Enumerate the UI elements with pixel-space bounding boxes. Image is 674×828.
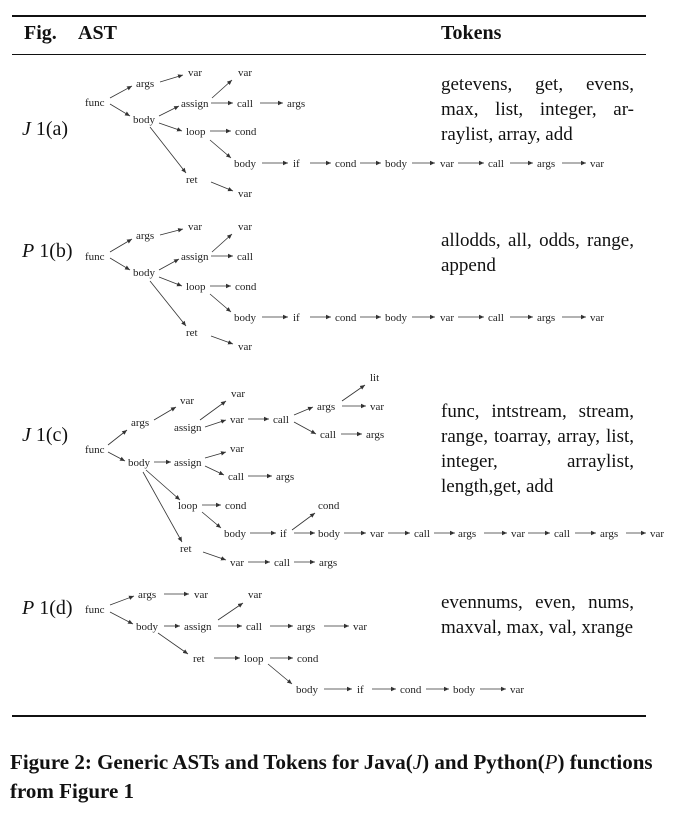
ast-j1c bbox=[85, 372, 664, 569]
node-args: args bbox=[136, 230, 155, 242]
node-args: args bbox=[287, 98, 306, 110]
node-var: var bbox=[440, 158, 455, 170]
edge bbox=[143, 472, 182, 542]
edge bbox=[110, 86, 132, 98]
node-args: args bbox=[366, 429, 385, 441]
node-cond: cond bbox=[235, 281, 257, 293]
node-var: var bbox=[370, 528, 385, 540]
edge bbox=[110, 596, 134, 605]
node-body: body bbox=[234, 312, 256, 324]
node-var: var bbox=[440, 312, 455, 324]
row-label-j1c: J 1(c) bbox=[22, 424, 69, 446]
node-body: body bbox=[234, 158, 256, 170]
node-loop: loop bbox=[186, 281, 206, 293]
node-var: var bbox=[353, 621, 368, 633]
node-var: var bbox=[180, 395, 195, 407]
node-var: var bbox=[248, 589, 263, 601]
edge bbox=[211, 336, 233, 344]
node-loop: loop bbox=[186, 126, 206, 138]
edge bbox=[200, 401, 226, 420]
node-cond: cond bbox=[335, 158, 357, 170]
node-var: var bbox=[188, 221, 203, 233]
node-args: args bbox=[276, 471, 295, 483]
node-func: func bbox=[85, 444, 105, 456]
node-body: body bbox=[385, 158, 407, 170]
node-var: var bbox=[188, 67, 203, 79]
node-var: var bbox=[230, 443, 245, 455]
tokens-j1a: getevens, get, evens, max, list, integer, ar- raylist, array, add bbox=[441, 74, 634, 145]
node-args: args bbox=[319, 557, 338, 569]
edge bbox=[292, 513, 315, 530]
node-ret: ret bbox=[193, 653, 205, 665]
edge bbox=[294, 407, 313, 415]
node-body: body bbox=[133, 267, 155, 279]
node-args: args bbox=[537, 158, 556, 170]
node-args: args bbox=[131, 417, 150, 429]
header-tokens: Tokens bbox=[441, 22, 502, 44]
node-body: body bbox=[385, 312, 407, 324]
node-func: func bbox=[85, 604, 105, 616]
node-call: call bbox=[488, 158, 504, 170]
edge bbox=[159, 259, 179, 270]
node-if: if bbox=[357, 684, 364, 696]
edge bbox=[110, 612, 133, 624]
edge bbox=[205, 420, 226, 427]
tokens-p1b: allodds, all, odds, range, append bbox=[441, 230, 634, 276]
node-cond: cond bbox=[235, 126, 257, 138]
edge bbox=[110, 239, 132, 252]
node-call: call bbox=[488, 312, 504, 324]
node-var: var bbox=[230, 557, 245, 569]
node-body: body bbox=[224, 528, 246, 540]
node-var: var bbox=[590, 158, 605, 170]
edge bbox=[160, 229, 183, 235]
header-fig: Fig. bbox=[24, 22, 57, 44]
node-var: var bbox=[230, 414, 245, 426]
node-call: call bbox=[320, 429, 336, 441]
ast-j1a bbox=[85, 67, 604, 200]
node-args: args bbox=[138, 589, 157, 601]
edge bbox=[211, 182, 233, 191]
edge bbox=[218, 603, 243, 620]
edge bbox=[146, 470, 180, 500]
node-call: call bbox=[554, 528, 570, 540]
edge bbox=[108, 452, 125, 461]
node-call: call bbox=[273, 414, 289, 426]
node-loop: loop bbox=[244, 653, 264, 665]
node-call: call bbox=[274, 557, 290, 569]
node-assign: assign bbox=[174, 422, 202, 434]
table-bottom-rule bbox=[12, 715, 646, 717]
node-var: var bbox=[238, 188, 253, 200]
node-cond: cond bbox=[297, 653, 319, 665]
edge bbox=[205, 452, 226, 458]
node-cond: cond bbox=[400, 684, 422, 696]
node-args: args bbox=[297, 621, 316, 633]
node-var: var bbox=[238, 341, 253, 353]
node-call: call bbox=[228, 471, 244, 483]
edge bbox=[342, 385, 365, 401]
node-call: call bbox=[414, 528, 430, 540]
edge bbox=[110, 258, 130, 270]
edge bbox=[210, 294, 231, 312]
edge bbox=[150, 127, 186, 173]
edge bbox=[159, 277, 182, 286]
node-args: args bbox=[458, 528, 477, 540]
header-ast: AST bbox=[78, 22, 117, 44]
edge bbox=[159, 106, 179, 116]
row-label-p1d: P 1(d) bbox=[22, 597, 73, 619]
node-cond: cond bbox=[318, 500, 340, 512]
node-var: var bbox=[650, 528, 665, 540]
node-var: var bbox=[194, 589, 209, 601]
node-assign: assign bbox=[174, 457, 202, 469]
node-args: args bbox=[136, 78, 155, 90]
edge bbox=[110, 104, 130, 116]
edge bbox=[154, 407, 176, 420]
edge bbox=[268, 664, 292, 684]
node-body: body bbox=[136, 621, 158, 633]
edge bbox=[212, 80, 232, 98]
ast-p1b bbox=[85, 221, 604, 353]
node-var: var bbox=[511, 528, 526, 540]
node-var: var bbox=[238, 67, 253, 79]
node-body: body bbox=[453, 684, 475, 696]
node-var: var bbox=[231, 388, 246, 400]
ast-p1d bbox=[85, 589, 524, 696]
node-body: body bbox=[318, 528, 340, 540]
edge bbox=[158, 633, 188, 654]
edge bbox=[159, 123, 182, 131]
node-call: call bbox=[246, 621, 262, 633]
row-label-j1a: J 1(a) bbox=[22, 118, 69, 140]
node-args: args bbox=[317, 401, 336, 413]
edge bbox=[294, 422, 316, 434]
node-var: var bbox=[370, 401, 385, 413]
edge bbox=[210, 140, 231, 158]
node-args: args bbox=[537, 312, 556, 324]
tokens-p1d: evennums, even, nums, maxval, max, val, xrange bbox=[441, 592, 634, 638]
node-ret: ret bbox=[186, 327, 198, 339]
edge bbox=[202, 512, 221, 528]
edge bbox=[203, 552, 226, 560]
node-ret: ret bbox=[186, 174, 198, 186]
node-ret: ret bbox=[180, 543, 192, 555]
edge bbox=[150, 281, 186, 326]
node-var: var bbox=[510, 684, 525, 696]
node-var: var bbox=[590, 312, 605, 324]
node-assign: assign bbox=[184, 621, 212, 633]
node-cond: cond bbox=[225, 500, 247, 512]
node-call: call bbox=[237, 98, 253, 110]
node-body: body bbox=[133, 114, 155, 126]
edge bbox=[205, 466, 224, 475]
edge bbox=[212, 234, 232, 252]
node-args: args bbox=[600, 528, 619, 540]
row-label-p1b: P 1(b) bbox=[22, 240, 73, 262]
node-lit: lit bbox=[370, 372, 380, 384]
node-body: body bbox=[296, 684, 318, 696]
node-cond: cond bbox=[335, 312, 357, 324]
node-loop: loop bbox=[178, 500, 198, 512]
node-if: if bbox=[293, 158, 300, 170]
node-func: func bbox=[85, 251, 105, 263]
node-call: call bbox=[237, 251, 253, 263]
node-if: if bbox=[280, 528, 287, 540]
node-if: if bbox=[293, 312, 300, 324]
node-body: body bbox=[128, 457, 150, 469]
node-assign: assign bbox=[181, 251, 209, 263]
tokens-j1c: func, intstream, stream, range, toarray, array, list, integer, arraylist, length,get, add bbox=[441, 401, 634, 497]
figure-caption: Figure 2: Generic ASTs and Tokens for Java(J) and Python(P) functions from Figure 1 bbox=[10, 750, 653, 803]
node-var: var bbox=[238, 221, 253, 233]
edge bbox=[108, 430, 127, 445]
node-assign: assign bbox=[181, 98, 209, 110]
edge bbox=[160, 75, 183, 82]
node-func: func bbox=[85, 97, 105, 109]
